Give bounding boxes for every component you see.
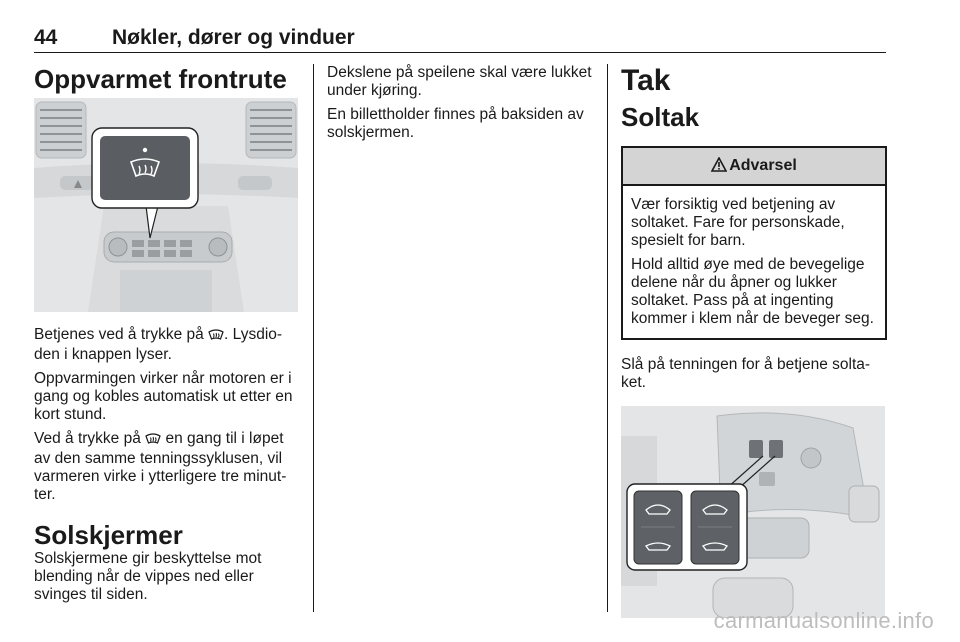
section-title-sun-visors: Solskjermer xyxy=(34,520,183,550)
paragraph-mirror-covers: Dekslene på speilene skal være lukket under kjøring. xyxy=(327,64,592,99)
text-operation-post: . Lysdio-den i knappen lyser. xyxy=(34,326,283,363)
column-1 xyxy=(34,64,300,610)
warning-paragraph-2: Hold alltid øye med de bevegelige delene når du åpner og lukker soltaket. Pass på at ingenting kommer i klem når de beveger seg. xyxy=(631,256,874,327)
paragraph-ignition: Slå på tenningen for å betjene solta-ket. xyxy=(621,356,871,391)
sunroof-switch-illustration xyxy=(621,406,885,618)
heated-windscreen-illustration xyxy=(34,98,298,312)
text-operation-pre: Betjenes ved å trykke på xyxy=(34,326,209,343)
chapter-title: Nøkler, dører og vinduer xyxy=(112,26,355,49)
paragraph-ticket-holder: En billettholder finnes på baksiden av solskjermen. xyxy=(327,106,584,141)
page-number: 44 xyxy=(34,26,58,49)
paragraph-repeat xyxy=(34,430,300,504)
windscreen-heat-icon xyxy=(145,432,161,450)
column-divider-1 xyxy=(313,64,314,612)
column-divider-2 xyxy=(607,64,608,612)
paragraph-auto-off: Oppvarmingen virker når motoren er i gang og kobles automatisk ut etter en kort stund. xyxy=(34,370,293,423)
subsection-title-sunroof: Soltak xyxy=(621,102,700,132)
warning-header xyxy=(623,148,885,186)
warning-body xyxy=(623,186,885,338)
section-title-heated-windscreen: Oppvarmet frontrute xyxy=(34,64,287,94)
page-header xyxy=(34,18,886,53)
paragraph-sun-visors: Solskjermene gir beskyttelse mot blending når de vippes ned eller svinges til siden. xyxy=(34,550,262,603)
warning-paragraph-1: Vær forsiktig ved betjening av soltaket. Fare for personskade, spesielt for barn. xyxy=(631,196,845,249)
warning-title: Advarsel xyxy=(729,157,797,174)
paragraph-operation xyxy=(34,326,300,364)
windscreen-heat-icon xyxy=(208,328,224,346)
warning-triangle-icon xyxy=(711,150,727,186)
warning-box xyxy=(621,146,887,340)
column-3 xyxy=(621,64,887,618)
watermark: carmanualsonline.info xyxy=(713,608,934,633)
text-repeat-post: en gang til i løpet av den samme tenningssyklusen, vil varmeren virke i ytterligere tre minut-ter. xyxy=(34,430,287,503)
section-title-roof: Tak xyxy=(621,64,671,97)
text-repeat-pre: Ved å trykke på xyxy=(34,430,146,447)
column-2 xyxy=(327,64,595,148)
